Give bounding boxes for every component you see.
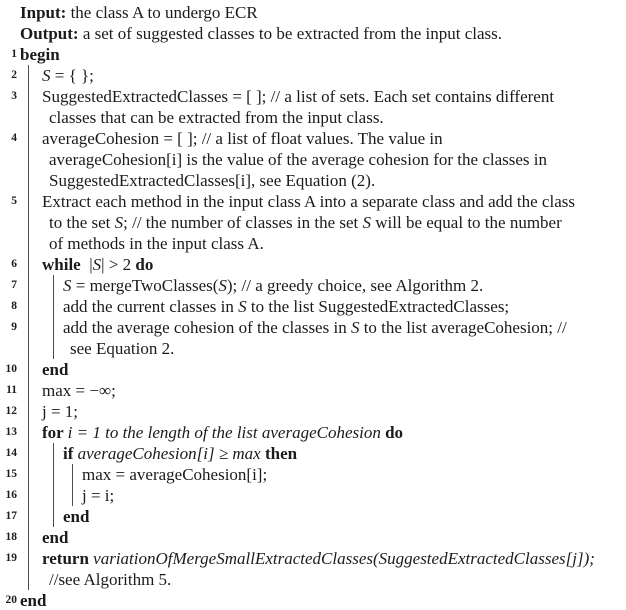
block-rule (28, 548, 29, 569)
algo-line (0, 317, 626, 338)
line-number: 20 (5, 594, 17, 606)
line-number: 10 (5, 363, 17, 375)
block-rule (28, 191, 29, 212)
line-text (82, 464, 267, 485)
block-rule (28, 275, 29, 296)
block-rule (53, 464, 54, 485)
plain-text: to the list averageCohesion; // (359, 318, 567, 337)
plain-text: averageCohesion[i] is the value of the average cohesion for the classes in (49, 150, 548, 169)
line-text (63, 443, 297, 464)
block-rule (28, 380, 29, 401)
block-rule (28, 527, 29, 548)
algo-line (0, 44, 626, 65)
line-number: 18 (5, 531, 17, 543)
line-text (42, 254, 153, 275)
line-text (42, 128, 443, 149)
line-text (42, 422, 403, 443)
plain-text: ; // the number of classes in the set (123, 213, 363, 232)
line-text (20, 44, 60, 65)
algo-line (0, 170, 626, 191)
algo-line (0, 191, 626, 212)
math-text: S (114, 213, 124, 232)
keyword-text: end (42, 528, 69, 547)
plain-text: see Equation 2. (70, 339, 175, 358)
line-text (49, 233, 264, 254)
algo-line (0, 422, 626, 443)
keyword-text: do (135, 255, 154, 274)
block-rule (53, 443, 54, 464)
line-number: 13 (5, 426, 17, 438)
keyword-text: begin (20, 45, 60, 64)
line-number: 3 (11, 90, 17, 102)
block-rule (28, 401, 29, 422)
line-number: 7 (11, 279, 17, 291)
keyword-text: return (42, 549, 94, 568)
line-text (49, 569, 171, 590)
line-text (20, 2, 258, 23)
keyword-text: for (42, 423, 68, 442)
algo-line (0, 485, 626, 506)
line-text (42, 548, 595, 569)
math-text: S (218, 276, 227, 295)
plain-text: max = averageCohesion[i]; (82, 465, 268, 484)
block-rule (28, 338, 29, 359)
plain-text: SuggestedExtractedClasses = [ ]; // a list of sets. Each set contains different (42, 87, 555, 106)
keyword-text: end (63, 507, 90, 526)
block-rule (28, 233, 29, 254)
math-text: S (238, 297, 247, 316)
math-text: averageCohesion[i] ≥ max (77, 444, 261, 463)
algo-line (0, 338, 626, 359)
line-number: 16 (5, 489, 17, 501)
block-rule (28, 317, 29, 338)
plain-text: of methods in the input class A. (49, 234, 264, 253)
algo-line (0, 254, 626, 275)
line-number: 12 (5, 405, 17, 417)
block-rule (28, 107, 29, 128)
algo-line (0, 401, 626, 422)
math-text: S (63, 276, 72, 295)
algo-line (0, 149, 626, 170)
plain-text: SuggestedExtractedClasses[i], see Equation (2). (49, 171, 376, 190)
algo-line (0, 443, 626, 464)
line-text (63, 317, 567, 338)
block-rule (28, 485, 29, 506)
algo-line (0, 590, 626, 610)
algo-line (0, 65, 626, 86)
math-text: S (92, 255, 102, 274)
block-rule (28, 128, 29, 149)
line-number: 9 (11, 321, 17, 333)
line-number: 1 (11, 48, 17, 60)
line-text (42, 380, 116, 401)
keyword-text: Output: (20, 24, 79, 43)
line-number: 17 (5, 510, 17, 522)
line-text (42, 359, 68, 380)
line-text (20, 23, 502, 44)
line-number: 8 (11, 300, 17, 312)
plain-text: to the list SuggestedExtractedClasses; (246, 297, 510, 316)
algo-line (0, 569, 626, 590)
block-rule (72, 485, 73, 506)
block-rule (28, 506, 29, 527)
plain-text: will be equal to the number (371, 213, 562, 232)
keyword-text: while (42, 255, 81, 274)
line-text (42, 86, 554, 107)
plain-text: classes that can be extracted from the input class. (49, 108, 384, 127)
block-rule (53, 317, 54, 338)
plain-text: = mergeTwoClasses( (71, 276, 219, 295)
plain-text: the class A to undergo ECR (66, 3, 258, 22)
algo-line (0, 107, 626, 128)
algo-line (0, 548, 626, 569)
line-number: 19 (5, 552, 17, 564)
math-text: variationOfMergeSmallExtractedClasses(SuggestedExtractedClasses[j]); (93, 549, 595, 568)
block-rule (72, 464, 73, 485)
plain-text: | > 2 (101, 255, 136, 274)
line-text (49, 212, 562, 233)
line-number: 4 (11, 132, 17, 144)
plain-text: | (80, 255, 93, 274)
algo-line (0, 2, 626, 23)
keyword-text: end (42, 360, 69, 379)
block-rule (28, 254, 29, 275)
math-text: S (350, 318, 360, 337)
line-text (70, 338, 174, 359)
plain-text: j = 1; (42, 402, 79, 421)
line-text (49, 107, 384, 128)
plain-text: to the set (49, 213, 115, 232)
block-rule (53, 506, 54, 527)
line-text (49, 149, 547, 170)
line-text (82, 485, 114, 506)
algo-line (0, 128, 626, 149)
line-number: 2 (11, 69, 17, 81)
algo-line (0, 275, 626, 296)
plain-text: //see Algorithm 5. (49, 570, 172, 589)
block-rule (53, 296, 54, 317)
plain-text: a set of suggested classes to be extracted from the input class. (78, 24, 503, 43)
block-rule (28, 212, 29, 233)
block-rule (28, 569, 29, 590)
plain-text: ); // a greedy choice, see Algorithm 2. (226, 276, 484, 295)
keyword-text: end (20, 591, 47, 610)
block-rule (28, 359, 29, 380)
line-text (63, 275, 483, 296)
line-number: 6 (11, 258, 17, 270)
plain-text: j = i; (82, 486, 115, 505)
line-text (20, 590, 46, 610)
line-number: 5 (11, 195, 17, 207)
plain-text: Extract each method in the input class A into a separate class and add the class (42, 192, 575, 211)
line-text (42, 191, 575, 212)
block-rule (53, 338, 54, 359)
block-rule (28, 443, 29, 464)
block-rule (28, 86, 29, 107)
keyword-text: do (380, 423, 404, 442)
block-rule (28, 170, 29, 191)
math-text: S (362, 213, 372, 232)
line-text (42, 401, 78, 422)
block-rule (28, 422, 29, 443)
math-text: i = 1 to the length of the list averageCohesion (67, 423, 381, 442)
line-number: 14 (5, 447, 17, 459)
block-rule (28, 296, 29, 317)
algo-line (0, 233, 626, 254)
algo-line (0, 212, 626, 233)
plain-text: max = −∞; (42, 381, 116, 400)
block-rule (28, 464, 29, 485)
algo-line (0, 86, 626, 107)
line-number: 15 (5, 468, 17, 480)
algo-line (0, 23, 626, 44)
block-rule (28, 65, 29, 86)
algo-line (0, 506, 626, 527)
line-text (63, 296, 509, 317)
keyword-text: if (63, 444, 78, 463)
block-rule (53, 275, 54, 296)
algo-line (0, 464, 626, 485)
line-text (42, 527, 68, 548)
block-rule (28, 149, 29, 170)
block-rule (53, 485, 54, 506)
plain-text: add the average cohesion of the classes in (63, 318, 351, 337)
algo-line (0, 359, 626, 380)
line-text (42, 65, 94, 86)
keyword-text: Input: (20, 3, 67, 22)
line-text (49, 170, 375, 191)
plain-text: = { }; (50, 66, 94, 85)
algo-line (0, 527, 626, 548)
line-text (63, 506, 89, 527)
plain-text: averageCohesion = [ ]; // a list of float values. The value in (42, 129, 443, 148)
line-number: 11 (6, 384, 17, 396)
algo-line (0, 296, 626, 317)
algo-line (0, 380, 626, 401)
keyword-text: then (260, 444, 298, 463)
math-text: S (42, 66, 51, 85)
plain-text: add the current classes in (63, 297, 239, 316)
